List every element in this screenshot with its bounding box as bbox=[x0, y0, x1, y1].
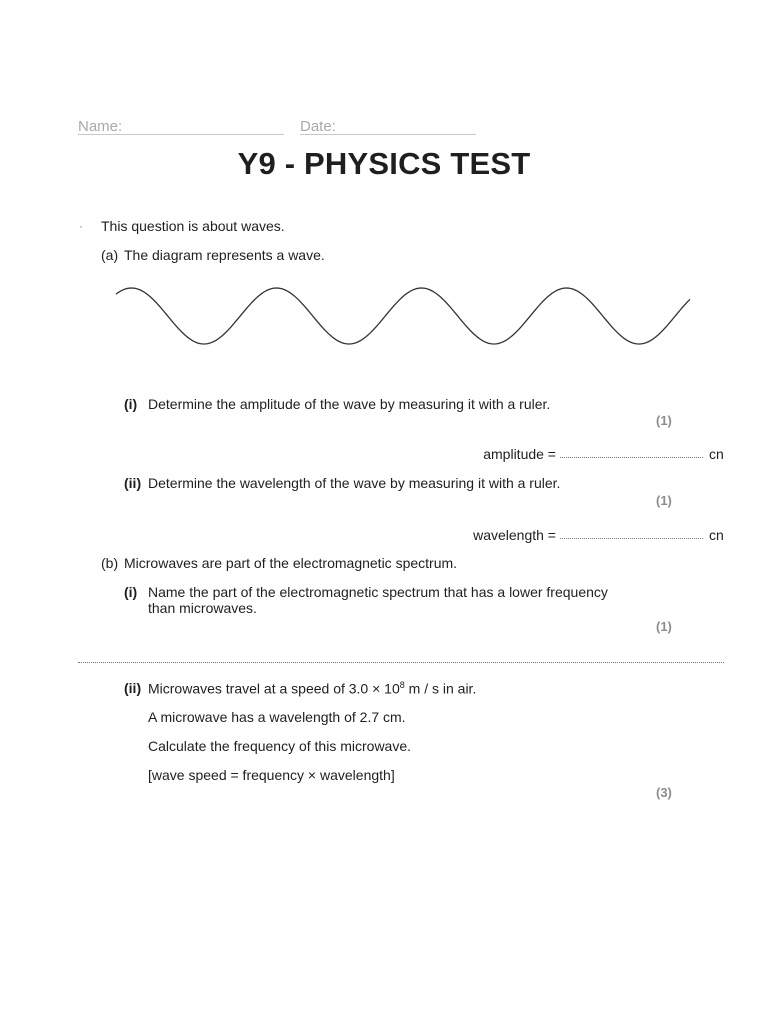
part-a-ii-text: Determine the wavelength of the wave by measuring it with a ruler. bbox=[148, 475, 561, 491]
wave-diagram bbox=[110, 280, 700, 355]
part-a-label: (a) bbox=[101, 247, 119, 263]
part-b-ii-line1 bbox=[148, 680, 476, 697]
part-b-i-answer-line[interactable] bbox=[78, 662, 724, 663]
part-b-i-text-line2: than microwaves. bbox=[148, 600, 257, 616]
amplitude-label: amplitude = bbox=[483, 446, 556, 462]
part-b-ii-formula: [wave speed = frequency × wavelength] bbox=[148, 767, 395, 783]
bullet-marker: · bbox=[79, 219, 83, 233]
name-label: Name: bbox=[78, 118, 123, 135]
wavelength-label: wavelength = bbox=[473, 527, 556, 543]
part-a-i-text: Determine the amplitude of the wave by measuring it with a ruler. bbox=[148, 396, 551, 412]
part-b-text: Microwaves are part of the electromagnetic spectrum. bbox=[124, 555, 458, 571]
part-b-i-label: (i) bbox=[124, 584, 138, 600]
question-intro: This question is about waves. bbox=[101, 218, 285, 234]
date-field[interactable] bbox=[300, 134, 476, 135]
part-a-i-label: (i) bbox=[124, 396, 138, 412]
wavelength-unit: cn bbox=[709, 527, 724, 543]
part-b-label: (b) bbox=[101, 555, 119, 571]
name-field[interactable] bbox=[78, 134, 284, 135]
part-a-text: The diagram represents a wave. bbox=[124, 247, 325, 263]
part-b-i-marks: (1) bbox=[656, 619, 672, 634]
part-b-i-text-line1: Name the part of the electromagnetic spectrum that has a lower frequency bbox=[148, 584, 608, 600]
wave-line bbox=[116, 288, 690, 344]
part-a-ii-marks: (1) bbox=[656, 493, 672, 508]
speed-text-post: m / s in air. bbox=[404, 680, 477, 697]
part-b-ii-marks: (3) bbox=[656, 785, 672, 800]
part-a-ii-label: (ii) bbox=[124, 475, 142, 491]
part-a-i-marks: (1) bbox=[656, 413, 672, 428]
speed-text-pre: Microwaves travel at a speed of 3.0 × 10 bbox=[148, 680, 400, 697]
amplitude-answer-line[interactable] bbox=[560, 457, 703, 458]
date-label: Date: bbox=[300, 118, 336, 135]
part-b-ii-line3: Calculate the frequency of this microwave. bbox=[148, 738, 412, 754]
page-title: Y9 - PHYSICS TEST bbox=[237, 146, 531, 181]
part-b-ii-label: (ii) bbox=[124, 680, 142, 696]
amplitude-unit: cn bbox=[709, 446, 724, 462]
speed-exponent: 8 bbox=[399, 680, 405, 690]
wavelength-answer-line[interactable] bbox=[560, 538, 703, 539]
part-b-ii-line2: A microwave has a wavelength of 2.7 cm. bbox=[148, 709, 406, 725]
